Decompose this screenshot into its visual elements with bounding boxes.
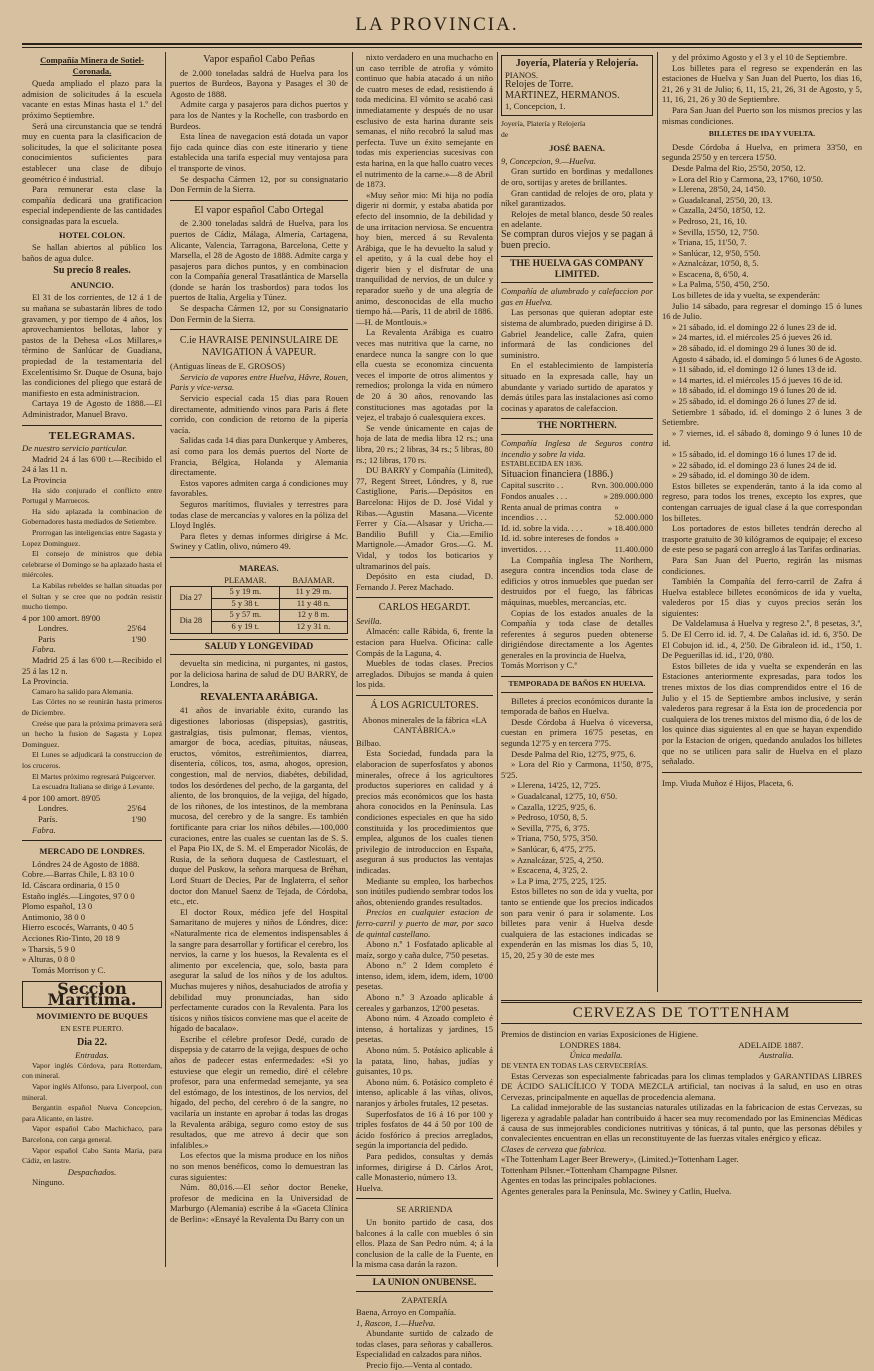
fare-line: » Escacena, 8, 6'50, 4. — [672, 268, 749, 279]
ad-line: Tottenham Pilsner.=Tottenham Champagne Pilsner. — [501, 1164, 678, 1175]
medal-unica: Única medalla. — [569, 1050, 623, 1061]
paragraph: En el establecimiento de lampistería situado en la expresada calle, hay un abundante y variado surtido de aparatos y demás útiles para las instalaciones así como cocinas y aparatos de calefaccion. — [501, 360, 653, 413]
paragraph: Copias de los estados anuales de la Compañía y toda clase de detalles referentes á seguros pueden obtenerse dirigiéndose directamente a los Agentes generales en la provincia de Huelva, — [501, 607, 653, 660]
paragraph: Ha sido conjurado el conflicto entre Portugal y Marruecos. — [22, 485, 162, 506]
date-line: » 7 viernes, id. el sábado 8, domingo 9 ó lunes 10 de id. — [662, 427, 862, 449]
masthead-rule-thin — [22, 47, 862, 48]
ship-entry: Vapor inglés Córdova, para Rotterdam, con mineral. — [22, 1060, 162, 1081]
fare-line: » Llerena, 28'50, 24, 14'50. — [672, 184, 766, 195]
paragraph: Relojes de metal blanco, desde 50 reales en adelante. — [501, 208, 653, 230]
ad-tottenham-title: CERVEZAS DE TOTTENHAM — [572, 1005, 791, 1021]
column-1 — [22, 52, 162, 1267]
date-line: » 15 sábado, id. el domingo 16 ó lunes 17 de id. — [672, 448, 837, 459]
heading-carlos-hegardt: CARLOS HEGARDT. — [378, 602, 471, 614]
paragraph: Abono núm. 6. Potásico completo é intenso, aplicable á las viñas, olivos, naranjos y árboles frutales, 12 pesetas. — [356, 1076, 493, 1108]
divider — [22, 840, 162, 841]
paragraph: Se compran duros viejos y se pagan á buen precio. — [501, 228, 653, 251]
address: 1, Rascon, 1.—Huelva. — [356, 1317, 436, 1328]
exchange-row: Londres. 25'64 — [38, 623, 146, 634]
divider — [170, 329, 348, 330]
paragraph: Desde Córdoba á Huelva ó viceversa, cuestan en primera 16'75 pesetas, en segunda 12'75 y en tercera 7'75. — [501, 716, 653, 749]
paragraph: Esta línea de navegacion está dotada un vapor fijo cada quince días con este itinerario y tiene establecida una tarifa especial muy ventajosa para el transporte de vinos. — [170, 131, 348, 173]
market-line: Id. Cáscara ordinaria, 0 15 0 — [22, 879, 120, 890]
paragraph: Ninguno. — [32, 1177, 65, 1188]
heading-mercado-londres: MERCADO DE LONDRES. — [39, 846, 145, 857]
paragraph: Estos billetes no son de ida y vuelta, por tanto se entiende que los precios indicados son para venir ó para ir solamente. Los billetes para venir á Huelva desde cualquiera de las estaciones indicadas se expenderán en las mismas los dias 5, 10, 15, 20, 25 y 30 de este mes — [501, 886, 653, 960]
subheading: Situacion financiera (1886.) — [501, 468, 613, 480]
heading-hotel-colon: HOTEL COLON. — [59, 229, 125, 240]
paragraph: Estos billetes se expenderán, tanto á la ida como al regreso, para todos los trenes, excepto los expres, que contengan carruajes de igual clase á la que correspondan los billetes. — [662, 480, 862, 523]
fare-line: » Cazalla, 24'50, 18'50, 12. — [672, 205, 766, 216]
medal-australia: Australia. — [759, 1050, 794, 1061]
paragraph: Las personas que quieran adoptar este sistema de alumbrado, pueden dirigirse á D. Gabriel Jeandelice, calle Zafra, quien informará de las condiciones del suministro. — [501, 307, 653, 360]
signature: Fabra. — [32, 824, 56, 835]
column-3 — [356, 52, 493, 1371]
ad-tottenham — [501, 1000, 862, 1267]
hotel-price: Su precio 8 reales. — [53, 265, 131, 277]
paragraph: El Lunes se adjudicará la construccion de los cruceros. — [22, 750, 162, 770]
masthead-title: LA PROVINCIA. — [355, 14, 519, 35]
paragraph: y del próximo Agosto y el 3 y el 10 de Septiembre. — [672, 52, 848, 62]
signature: Tomás Morrison y C. — [32, 964, 106, 975]
paragraph: Mediante su empleo, los barbechos son inútiles pudiendo sembrar todos los años, obteniendo grandes resultados. — [356, 875, 493, 907]
ship-entry: Vapor español Cabo Machichaco, para Barcelona, con carga general. — [22, 1124, 162, 1144]
fare-line: » Sanlúcar, 12, 9'50, 5'50. — [672, 247, 761, 258]
heading-movimiento: MOVIMIENTO DE BUQUES — [36, 1011, 148, 1022]
date-line: » 24 martes, id. el miércoles 25 ó jueves 26 id. — [672, 332, 833, 343]
heading-jose-baena: JOSÉ BAENA. — [549, 143, 605, 154]
subheading: Bilbao. — [356, 737, 382, 748]
bond-quote: 4 por 100 amort. 89'05 — [22, 792, 101, 803]
heading-salud-longevidad: SALUD Y LONGEVIDAD — [170, 639, 348, 656]
paragraph: Se despacha Cármen 12, por su consignatario Don Fermin de la Sierra. — [170, 173, 348, 195]
market-line: Estaño inglés.—Lingotes, 97 0 0 — [22, 890, 135, 901]
heading-the-northern: THE NORTHERN. — [501, 418, 653, 435]
paragraph: Admite carga y pasajeros para dichos puertos y para los de Nantes y la Rochelle, con trasbordo en Burdeos. — [170, 99, 348, 131]
tide-table — [170, 576, 348, 634]
divider — [662, 772, 862, 773]
fare-line: » Lora del Rio y Carmona, 23, 17'60, 10'50. — [672, 173, 824, 184]
column-2 — [170, 52, 348, 1267]
subheading: Sevilla. — [356, 615, 382, 626]
fare-line: » Sevilla, 7'75, 6, 3'75. — [511, 822, 590, 833]
paragraph: Gran cantidad de relojes de oro, plata y níkel garantizados. — [501, 187, 653, 209]
paragraph: La escuadra Italiana se dirige á Levante. — [32, 782, 155, 792]
paragraph: Los billetes para el regreso se expenderán en las estaciones de Huelva y San Juan del Puerto, los dias 16, 21, 26 y 31 de Julio; 6, 11, 15, 21, 26, 31 de Agosto, y 5, 11, 16, 21, 26 y 30 de Septiembre. — [662, 62, 862, 105]
byline: La Provincia — [22, 474, 67, 485]
award-adelaide: ADELAIDE 1887. — [738, 1039, 804, 1050]
paragraph: Un bonito partido de casa, dos balcones á la calle con muebles ó sin ellos. Plaza de San Pedro núm. 4; á la conclusion de la calle de la Fuente, en la misma casa darán la razon. — [356, 1216, 493, 1270]
heading-anuncio: ANUNCIO. — [70, 279, 114, 290]
date-line: » 11 sábado, id. el domingo 12 ó lunes 13 de id. — [672, 364, 837, 375]
heading-telegramas: TELEGRAMAS. — [48, 429, 136, 442]
column-divider — [165, 52, 166, 1267]
finance-row: Renta anual de primas contra incendios . . . » 52.000.000 — [501, 501, 653, 523]
fare-line: » Lora del Rio y Carmona, 11'50, 8'75, 5'25. — [501, 759, 653, 780]
paragraph: El Martes próximo regresará Puigcerver. — [32, 771, 156, 781]
subheading: DE VENTA EN TODAS LAS CERVECERÍAS. — [501, 1060, 648, 1070]
ad-line: Joyería, Platería y Relojería — [501, 118, 586, 128]
paragraph: Los billetes de ida y vuelta, se expenderán: — [672, 290, 820, 301]
date-line: Setiembre 1 sábado, id. el domingo 2 ó lunes 3 de Setiembre. — [662, 406, 862, 428]
paragraph: Para pedidos, consultas y demás informes, dirigirse á D. Cárlos Arot, calle Monasterio, número 13. — [356, 1150, 493, 1183]
paragraph: Julio 14 sábado, para regresar el domingo 15 ó lunes 16 de Julio. — [662, 300, 862, 322]
table-row: 6 y 19 t. 12 y 31 n. — [171, 621, 348, 633]
paragraph: El consejo de ministros que debia celebrarse el Domingo se ha aplazado hasta el miércoles. — [22, 549, 162, 580]
fare-line: » Cazalla, 12'25, 9'25, 6. — [511, 801, 596, 812]
paragraph: Muebles de todas clases. Precios arreglados. Dibujos se manda á quien los pida. — [356, 658, 493, 690]
fare-line: » Guadalcanal, 12'75, 10, 6'50. — [511, 791, 618, 801]
ad-martinez-hermanos — [501, 55, 653, 116]
paragraph: Depósito en esta ciudad, D. Fernando J. Perez Machado. — [356, 571, 493, 592]
market-line: » Alturas, 0 8 0 — [22, 954, 75, 965]
fare-line: » Llerena, 14'25, 12, 7'25. — [511, 780, 601, 791]
fare-line: » Triana, 15, 11'50, 7. — [672, 237, 747, 248]
heading-seccion-maritima: Seccion Marítima. — [22, 981, 162, 1008]
paragraph: Prorrogan las inteligencias entre Sagasta y Lopez Dominguez. — [22, 527, 162, 548]
paragraph: Para San Juan del Puerto son los mismos precios y las mismas condiciones. — [662, 104, 862, 126]
paragraph: de 2.300 toneladas saldrá de Huelva, para los puertos de Cádiz, Málaga, Almería, Cartagena, Alicante, Valencia, Tarragona, Barcelona, Cette y Marsella, el 28 de Agosto de 1888. Admite carga y pasajeros para dichos puntos, y en combinacion con la Compañía general Trasatlántica de Marsella (donde se harán los trasbordos) para todos los puertos de Italia, Argelia y Túnez. — [170, 218, 348, 303]
paragraph: Para remunerar esta clase la compañía dedicará una gratificacion especial independiente de las cantidades consignadas para la escuela. — [22, 184, 162, 226]
paragraph: Almacén: calle Rábida, 6, frente la estacion para Huelva. Oficina: calle Compás de la Laguna, 4. — [356, 626, 493, 658]
paragraph: Se hallan abiertos al público los baños de agua dulce. — [22, 242, 162, 263]
heading-sotiel: Compañía Minera de Sotiel-Coronada. — [40, 55, 144, 76]
masthead-rule — [22, 43, 862, 45]
paragraph: Precio fijo.—Venta al contado. — [366, 1360, 473, 1371]
ad-title: Joyería, Platería y Relojería. — [515, 58, 639, 69]
paragraph: Abono n.º 1 Fosfatado aplicable al maíz, sorgo y caña dulce, 7'50 pesetas. — [356, 939, 493, 960]
paragraph: El doctor Roux, médico jefe del Hospital Samaritano de mujeres y niños de Lóndres, dice: «Naturalmente rica de elementos indispensables á la sangre para desarrollar y fortificar el cerebro, los nervios, la carne y los huesos, la Revalenta es el alimento por excelencia, que, solo, basta para asegurar la salud de los niños y de los adultos. Muchas mujeres y niños, desahuciados de atrofia y debilidad muy pronunciadas, han sido perfectamente curados con la Revalenta. Para los tísicos y niños tísicos conviene mas que el aceite de hígado de bacalao». — [170, 906, 348, 1034]
ad-line: Agentes generales para la Península, Mc. Swiney y Catlin, Huelva. — [501, 1185, 732, 1196]
fare-line: » Pedroso, 21, 16, 10. — [672, 215, 747, 226]
divider — [356, 695, 493, 696]
divider — [170, 200, 348, 201]
divider — [170, 557, 348, 558]
heading-cabo-ortegal: El vapor español Cabo Ortegal — [194, 204, 324, 216]
paragraph: Servicio especial cada 15 dias para Rouen directamente, admitiendo vinos para Paris á flete corrido, con condicion de retorno de la pipería vacía. — [170, 393, 348, 435]
paragraph: Desde Córdoba á Huelva, en primera 33'50, en segunda 25'50 y en tercera 15'50. — [662, 141, 862, 163]
heading-mareas: MAREAS. — [239, 562, 279, 573]
fare-line: » Sevilla, 15'50, 12, 7'50. — [672, 226, 760, 237]
market-line: Antimonio, 38 0 0 — [22, 911, 86, 922]
ship-entry: Vapor español Cabo Santa Maria, para Cádiz, en lastre. — [22, 1145, 162, 1166]
market-line: Plomo español, 13 0 — [22, 901, 93, 912]
paragraph: La Kabilas rebeldes se hallan situadas por el Sultan y se cree que no podrán resistir mucho tiempo. — [22, 580, 162, 612]
market-line: Cobre.—Barras Chile, L 83 10 0 — [22, 869, 135, 880]
paragraph: Servicio de vapores entre Huelva, Hâvre, Rouen, Paris y vice-versa. — [170, 371, 348, 393]
table-row: 5 y 38 t. 11 y 48 n. — [171, 598, 348, 610]
column-4 — [501, 52, 653, 997]
ad-line: «The Tottenham Lager Beer Brewery», (Limited.)=Tottenham Lager. — [501, 1154, 739, 1165]
divider — [356, 597, 493, 598]
date-line: Agosto 4 sábado, id. el domingo 5 ó lunes 6 de Agosto. — [672, 353, 863, 364]
paragraph: Desde Palma del Rio, 25'50, 20'50, 12. — [672, 162, 806, 173]
award-row — [501, 1040, 862, 1050]
subheading: Compañía de alumbrado y calefaccion por gas en Huelva. — [501, 286, 653, 307]
date-line: » 22 sábado, id. el domingo 23 ó lunes 24 de id. — [672, 459, 837, 470]
heading-temporada-banos: TEMPORADA DE BAÑOS EN HUELVA. — [501, 676, 653, 693]
paragraph: Núm. 80,016.—El señor doctor Beneke, profesor de medicina en la Universidad de Marburgo (Alemania) escribe á la «Gaceta Clínica de Berlin»: «Ensayé la Revalenta Du Barry con un — [170, 1182, 348, 1224]
exchange-row: Paris 1'90 — [38, 633, 146, 644]
fare-line: » La Palma, 5'50, 4'50, 2'50. — [672, 279, 770, 290]
paragraph: La Compañía inglesa The Northern, asegura contra incendios toda clase de edificios y otros inmuebles que puedan ser destruidos por el fuego, las fábricas máquinas, muebles, mercancías, etc. — [501, 554, 653, 607]
paragraph: Lóndres 24 de Agosto de 1888. — [32, 858, 140, 869]
paragraph: Abono n.º 2 Idem completo é intenso, idem, idem, idem, idem, 10'00 pesetas. — [356, 960, 493, 992]
column-divider — [657, 52, 658, 992]
date-line: » 28 sábado, id. el domingo 29 ó lunes 30 de id. — [672, 343, 837, 354]
paragraph: Ha sido aplazada la combinacion de Gobernadores hasta mediados de Setiembre. — [22, 506, 162, 527]
paragraph: Cartaya 19 de Agosto de 1888.—El Administrador, Manuel Bravo. — [22, 398, 162, 419]
paragraph: Para San Juan del Puerto, regirán las mismas condiciones. — [662, 554, 862, 576]
paragraph: Abono núm. 4 Azoado completo é intenso, á hortalizas y jardines, 15 pesetas. — [356, 1013, 493, 1045]
paragraph: Estos billetes de ida y vuelta se expenderán en las Estaciones anteriormente expresadas, para todos los trenes mixtos de los dias comprendidos entre el 16 de Julio y el 15 de Septiembre ambos inclusive, y serán valederos para regresar á la Esta ion de procedencia por cualquiera de los trenes mixtos del mismo dia, ó de los de los quince dias siguientes al en que se hayan expendido por la Estacion de origen, quedando anulados los billetes que no se utilicen para salir de Huelva en el plazo señalado. — [662, 660, 862, 767]
fare-line: » La P ima, 2'75, 2'25, 1'25. — [511, 875, 607, 886]
paragraph: «Muy señor mio: Mi hija no podía digerir ni dormir, y estaba abatida por efecto del insomnio, de la debilidad y de una irritacion nerviosa. Se encuentra hoy bien, merced á su Revalenta Arábiga, que le ha devuelto la salud y el apetito, y á la cual debe hoy el digerir bien y el disfrutar de una tranquilidad de nervios, de un dulce y reparador sueño y de una alegría de animo, desconocidas de ella mucho tiempo há.—París, 11 de abril de 1886.—H. de Montlouis.» — [356, 189, 493, 327]
bond-quote: 4 por 100 amort. 89'00 — [22, 612, 101, 623]
fare-line: » Pedroso, 10'50, 8, 5. — [511, 812, 588, 823]
table-row: Dia 27 5 y 19 m. 11 y 29 m. — [171, 587, 348, 599]
medal-row — [501, 1050, 862, 1060]
subheading: EN ESTE PUERTO. — [60, 1024, 124, 1034]
paragraph: Gran surtido en bordinas y medallones de oro, sortijas y aretes de brillantes. — [501, 166, 653, 187]
ad-line: Agentes en todas las principales poblaciones. — [501, 1175, 657, 1186]
column-divider — [352, 52, 353, 1267]
paragraph: Abono n.º 3 Azoado aplicable á cereales y garbanzos, 12'00 pesetas. — [356, 992, 493, 1013]
tide-header: PLEAMAR. — [224, 575, 267, 585]
paragraph: Madrid 24 á las 6'00 t.—Recibido el 24 á las 11 n. — [22, 453, 162, 475]
ad-line: PIANOS. — [505, 69, 539, 80]
signature: Tomás Morrison y C.ª — [501, 660, 577, 671]
paragraph: devuelta sin medicina, ni purgantes, ni gastos, por la deliciosa harina de salud de DU BARRY, de Londres, la — [170, 658, 348, 690]
fare-line: » Triana, 7'50, 5'75, 3'50. — [511, 833, 598, 844]
paragraph: Estas Cervezas son especialmente fabricadas para los climas templados y GARANTIDAS LIBRES DE ÁCIDO SALICÍLICO Y TODA MEZCLA artificial, tan nocivas á la salud, en uso en otras Cervezas, principalmente en aquellas de procedencia alemana. — [501, 1071, 862, 1102]
finance-row: Id. id. sobre intereses de fondos invertidos. . . . » 11.400.000 — [501, 533, 653, 554]
subheading: Despachados. — [67, 1166, 117, 1177]
tide-header: BAJAMAR. — [292, 575, 335, 585]
paragraph: DU BARRY y Compañía (Limited), 77, Regent Street, Lóndres, y 8, rue Castiglione, Paris.—Depósitos en Barcelona: Hijos de D. José Vidal y Ribas.—Agustin Masana.—Vicente Ferrer y Cía.—Alsasar y Uricha.—Bandilio Bufill y Cia.—Emilio Martignole.—Amador Gros.—G. M. Vidal, y todos los boticarios y ultramarinos del país. — [356, 465, 493, 571]
market-line: » Tharsis, 5 9 0 — [22, 943, 76, 954]
paragraph: Queda ampliado el plazo para la admision de solicitudes á la escuela vacante en estas Minas hasta el 1.º del próximo Septiembre. — [22, 78, 162, 120]
finance-row: Id. id. sobre la vida. . . . » 18.400.000 — [501, 522, 653, 533]
subheading: Premios de distincion en varias Exposiciones de Higiene. — [501, 1029, 699, 1040]
paragraph: Se vende únicamente en cajas de hoja de lata de media libra 12 rs.; una libra, 20 rs.; 2 libras, 34 rs.; 5 libras, 80 rs.; 12 libras, 170 rs. — [356, 422, 493, 465]
paragraph: Abundante surtido de calzado de todas clases, para señoras y caballeros. Especialidad en calzados para niños. — [356, 1328, 493, 1360]
fare-line: » Escacena, 4, 3'25, 2. — [511, 865, 588, 876]
column-divider — [497, 52, 498, 1267]
paragraph: Los portadores de estos billetes tendrán derecho al trasporte gratuito de 30 kilógramos de equipaje; el exceso de este peso se pagará con arreglo á las Tarifas ordinarias. — [662, 523, 862, 555]
subheading: Huelva. — [356, 1182, 383, 1193]
paragraph: Será una circunstancia que se tendrá muy en cuenta para la clasificacion de solicitudes, la que el solicitante posea conocimientos suficientes para establecer una clase de dibujo geométrico é industrial. — [22, 120, 162, 184]
award-london: LONDRES 1884. — [559, 1039, 621, 1050]
divider — [356, 1198, 493, 1199]
finance-row: Capital suscrito . . Rvn. 300.000.000 — [501, 480, 653, 491]
market-line: Acciones Rio-Tinto, 20 18 9 — [22, 932, 120, 943]
table-row: Dia 28 5 y 57 m. 12 y 8 m. — [171, 610, 348, 622]
heading-dia: Dia 22. — [77, 1036, 107, 1048]
ad-line: MARTINEZ, HERMANOS. — [505, 89, 620, 101]
paragraph: Creése que para la próxima primavera será un hecho la fusion de Sagasta y Lopez Dominguez. — [22, 718, 162, 749]
paragraph: Madrid 25 á las 6'00 t.—Recibido el 25 á las 12 n. — [22, 655, 162, 676]
heading-agricultores: Á LOS AGRICULTORES. — [370, 700, 479, 712]
date-line: » 14 martes, id. el miércoles 15 ó jueves 16 de id. — [672, 374, 843, 385]
heading-revalenta: REVALENTA ARÁBIGA. — [200, 691, 318, 703]
heading-zapateria: ZAPATERÍA — [401, 1294, 448, 1305]
date-line: » 25 sábado, id. el domingo 26 ó lunes 27 de id. — [672, 396, 837, 406]
paragraph: nixto verdadero en una muchacho en un caso terrible de atrofia y vómito continuo que habia atacado á un niño de cuatro meses de edad, resistiendo á toda medicina. El vómito se acabó casi inmediatamente y después de no usar esclusivo de esta harina durante seis semanas, el niño recobró la salud mas perfecta. Tuve un éxito semejante en todas mis experiencias sucesivas con esta harina, en la que hallo cuatro veces el nutrimento de la carne.»—8 de Abril de 1873. — [356, 52, 493, 190]
ad-line: 1, Concepcion, 1. — [505, 101, 566, 112]
paragraph: Desde Palma del Rio, 12'75, 9'75, 6. — [511, 748, 636, 759]
paragraph: La calidad inmejorable de las sustancias naturales utilizadas en la fabricacion de estas Cervezas, su ligereza y agradable paladar han contribuido á hacer sea muy recomendado por las Eminencias Médicas á causa de sus inmejorables condiciones nutritivas y tónicas, á tal punto, que las personas débiles y convalecientes encuentran en ellas un reconstituyente de las fuerzas vitales enérgico y eficaz. — [501, 1102, 862, 1144]
paragraph: Estos vapores admiten carga á condiciones muy favorables. — [170, 477, 348, 499]
paragraph: Los efectos que la misma produce en los niños no son menos benéficos, como lo demuestran las curas siguientes: — [170, 1150, 348, 1182]
ship-entry: Bergantin español Nueva Concepcion, para Alicante, en lastre. — [22, 1103, 162, 1123]
date-line: » 29 sábado, id. el domingo 30 de idem. — [672, 470, 810, 481]
heading-cantabrica: Abonos minerales de la fábrica «LA CANTÁBRICA.» — [362, 714, 487, 736]
paragraph: Billetes á precios económicos durante la temporada de baños en Huelva. — [501, 695, 653, 717]
paragraph: La Revalenta Arábiga es cuatro veces mas nutritiva que la carne, no enardece nunca la sangre con lo que ella cuesta se economiza cincuenta veces el importe de otros alimentos y remedios; prolonga la vida en número de 20 á 30 años, renovando las constituciones mas agotadas por la vejez, el trabajo ó cualesquiera exces. — [356, 327, 493, 423]
subheading: Clases de cerveza que fabrica. — [501, 1143, 607, 1154]
paragraph: Escribe el célebre profesor Dedé, curado de dispepsia y de catarro de la vejiga, despues de ocho años de padecer estas enfermedades: «Si yo estuviese que elegir un remedio, diré el célebre profesor, para una enfermedad semejante, ya sea del estómago, de los intestinos, de los nervios, del hígado, del pecho, del cerebro ó de la sangre, no vacilaría un instante en aprobar á todas las drogas la Revalenta arábiga, seguro como estoy de sus resultados, que me atrevo á decir que son infalibles.» — [170, 1033, 348, 1150]
address: 9, Concepcion, 9.—Huelva. — [501, 155, 596, 166]
byline: La Provincia. — [22, 676, 69, 687]
divider — [501, 1000, 862, 1003]
exchange-row: Londres. 25'64 — [38, 803, 146, 814]
paragraph: Salidas cada 14 dias para Dunkerque y Amberes, así como para los demás puertos del Norte de Francia, Bélgica, Holanda y Alemania directamente. — [170, 435, 349, 478]
fare-line: » Aznalcázar, 5'25, 4, 2'50. — [511, 854, 604, 865]
paragraph: Se despacha Cármen 12, por su Consignatario Don Fermin de la Sierra. — [170, 303, 348, 324]
divider — [22, 425, 162, 426]
exchange-row: París. 1'90 — [38, 813, 146, 824]
market-line: Hierro escocés, Warrants, 0 40 5 — [22, 922, 134, 933]
column-5 — [662, 52, 862, 997]
paragraph: Seguros marítimos, fluviales y terrestres para todas clase de mercancías y valores en la póliza del Lloyd Inglés. — [170, 498, 348, 531]
paragraph: Las Córtes no se reunirán hasta primeros de Diciembre. — [22, 697, 162, 718]
heading-huelva-gas: THE HUELVA GAS COMPANY LIMITED. — [501, 256, 653, 283]
subheading: Entradas. — [75, 1050, 109, 1061]
ad-line: Relojes de Torre. — [505, 79, 574, 91]
fare-line: » Sanlúcar, 6, 4'75, 2'75. — [511, 843, 596, 854]
heading-union-onubense: LA UNION ONUBENSE. — [356, 1275, 493, 1292]
paragraph: 41 años de invariable éxito, curando las digestiones laboriosas (dispepsias), gastritis, gastralgias, tisis pulmonar, flemas, vientos, amargor de boca, acedías, pituitas, náuseas, eructos, vómitos, estreñimientos, diarrea, disentería, cólicos, tos, asma, ahogos, opresion, congestion, mal de nervios, diabétes, debilidad, todos los desórdenes del pecho, de la garganta, del aliento, de los bronquios, de la vejiga, del hígado, de los riñones, de los intestinos, de la membrana mucosa, del cerebro y de la sangre. Es también fortificante para criar los niños débiles.—100,000 curaciones, entre las cuales se cuentan las de S. S. el Papa Pio IX, de S. M. el Emperador Nicolás, de Rusia, de la señora duquesa de Castlestuart, el duque del Puskow, la señora marquesa de Bréhan, Lord Stuart de Decies, Par de Inglaterra, el señor doctor don Manuel Saenz de Tejada, de Córdoba, etc., etc. — [170, 705, 348, 907]
fare-line: » Aznalcázar, 10'50, 8, 5. — [672, 258, 759, 269]
heading-havraise: C.ie HAVRAISE PENINSULAIRE DE NAVIGATION Á VAPEUR. — [179, 335, 339, 359]
imprint: Imp. Viuda Muñoz é Hijos, Placeta, 6. — [662, 777, 794, 788]
subheading: ESTABLECIDA EN 1836. — [501, 459, 583, 469]
heading-se-arrienda: SE ARRIENDA — [396, 1204, 453, 1215]
divider — [501, 1023, 862, 1024]
heading-ida-vuelta: BILLETES DE IDA Y VUELTA. — [708, 129, 816, 139]
subheading: (Antiguas líneas de E. GROSOS) — [170, 361, 285, 372]
date-line: » 21 sábado, id. el domingo 22 ó lunes 23 de id. — [672, 321, 837, 332]
paragraph: También la Compañía del ferro-carril de Zafra á Huelva establece billetes económicos de ida y vuelta, valederos por 15 dias y cuyos precios serán los siguientes: — [662, 576, 862, 618]
ad-line: de — [501, 129, 509, 139]
paragraph: Abono núm. 5. Potásico aplicable á la patata, lino, habas, judías y guisantes, 10 ps. — [356, 1045, 493, 1077]
subheading: De nuestro servicio particular. — [22, 443, 128, 454]
paragraph: Camaro ha salido para Alemania. — [32, 686, 134, 696]
paragraph: Esta Sociedad, fundada para la elaboracion de superfosfatos y abonos minerales, ofrece á los agricultores productos superiores en calidad y á precios más económicos que los hasta ahora conocidos en la Península. Las condiciones especiales en que ha sido constituida y los procedimientos que emplea, algunos de los cuales tienen privilegio de introduccion en España, aseguran á sus productos las ventajas indicadas. — [356, 748, 493, 875]
ship-entry: Vapor inglés Alfonso, para Liverpool, con mineral. — [22, 1082, 162, 1102]
paragraph: Precios en cualquier estacion de ferro-carril y puerto de mar, por saco de quintal castellano. — [356, 907, 493, 939]
date-line: » 18 sábado, id. el domingo 19 ó lunes 20 de id. — [672, 385, 837, 396]
signature: Fabra. — [32, 644, 56, 655]
paragraph: De Valdelamusa á Huelva y regreso 2.º, 8 pesetas, 3.ª, 5. De El Cerro id. id. 7, 4. De Calañas id. id. 6, 3'50. De El Cobujon id. id., 4, 2'50. De Gibraleon id. id., 1'50, 1. De Peguerillas id. id., 1'20, 0'80. — [662, 618, 862, 661]
heading-cabo-penas: Vapor español Cabo Peñas — [203, 54, 315, 65]
paragraph: Superfosfatos de 16 á 16 por 100 y triples fosfatos de 44 á 50 por 100 de ácido fosfórico á precios arreglados, según la importancia del pedido. — [356, 1108, 493, 1151]
paragraph: de 2.000 toneladas saldrá de Huelva para los puertos de Burdeos, Bayona y Pasages el 30 de Agosto de 1888. — [170, 67, 348, 99]
paragraph: El 31 de los corrientes, de 12 á 1 de su mañana se subastarán libres de todo gravamen, y por tiempo de 4 años, los aprovechamientos bellotas, labor y pastos de la Dehesa «Los Millares,» término de Sanlúcar de Guadiana, propiedad de la testamentaria del Excelentísimo Sr. Duque de Osuna, bajo las condiciones del pliego que estará de manifiesto en esta administracion. — [22, 292, 162, 398]
finance-row: Fondos anuales . . . » 289.000.000 — [501, 490, 653, 501]
subheading: Baena, Arroyo en Compañía. — [356, 1307, 456, 1318]
fare-line: » Guadalcanal, 25'50, 20, 13. — [672, 194, 773, 205]
subheading: Compañía Inglesa de Seguros contra incendio y sobre la vida. — [501, 438, 653, 459]
paragraph: Para fletes y demas informes dirigirse á Mc. Swiney y Catlin, olivo, número 49. — [170, 530, 348, 552]
